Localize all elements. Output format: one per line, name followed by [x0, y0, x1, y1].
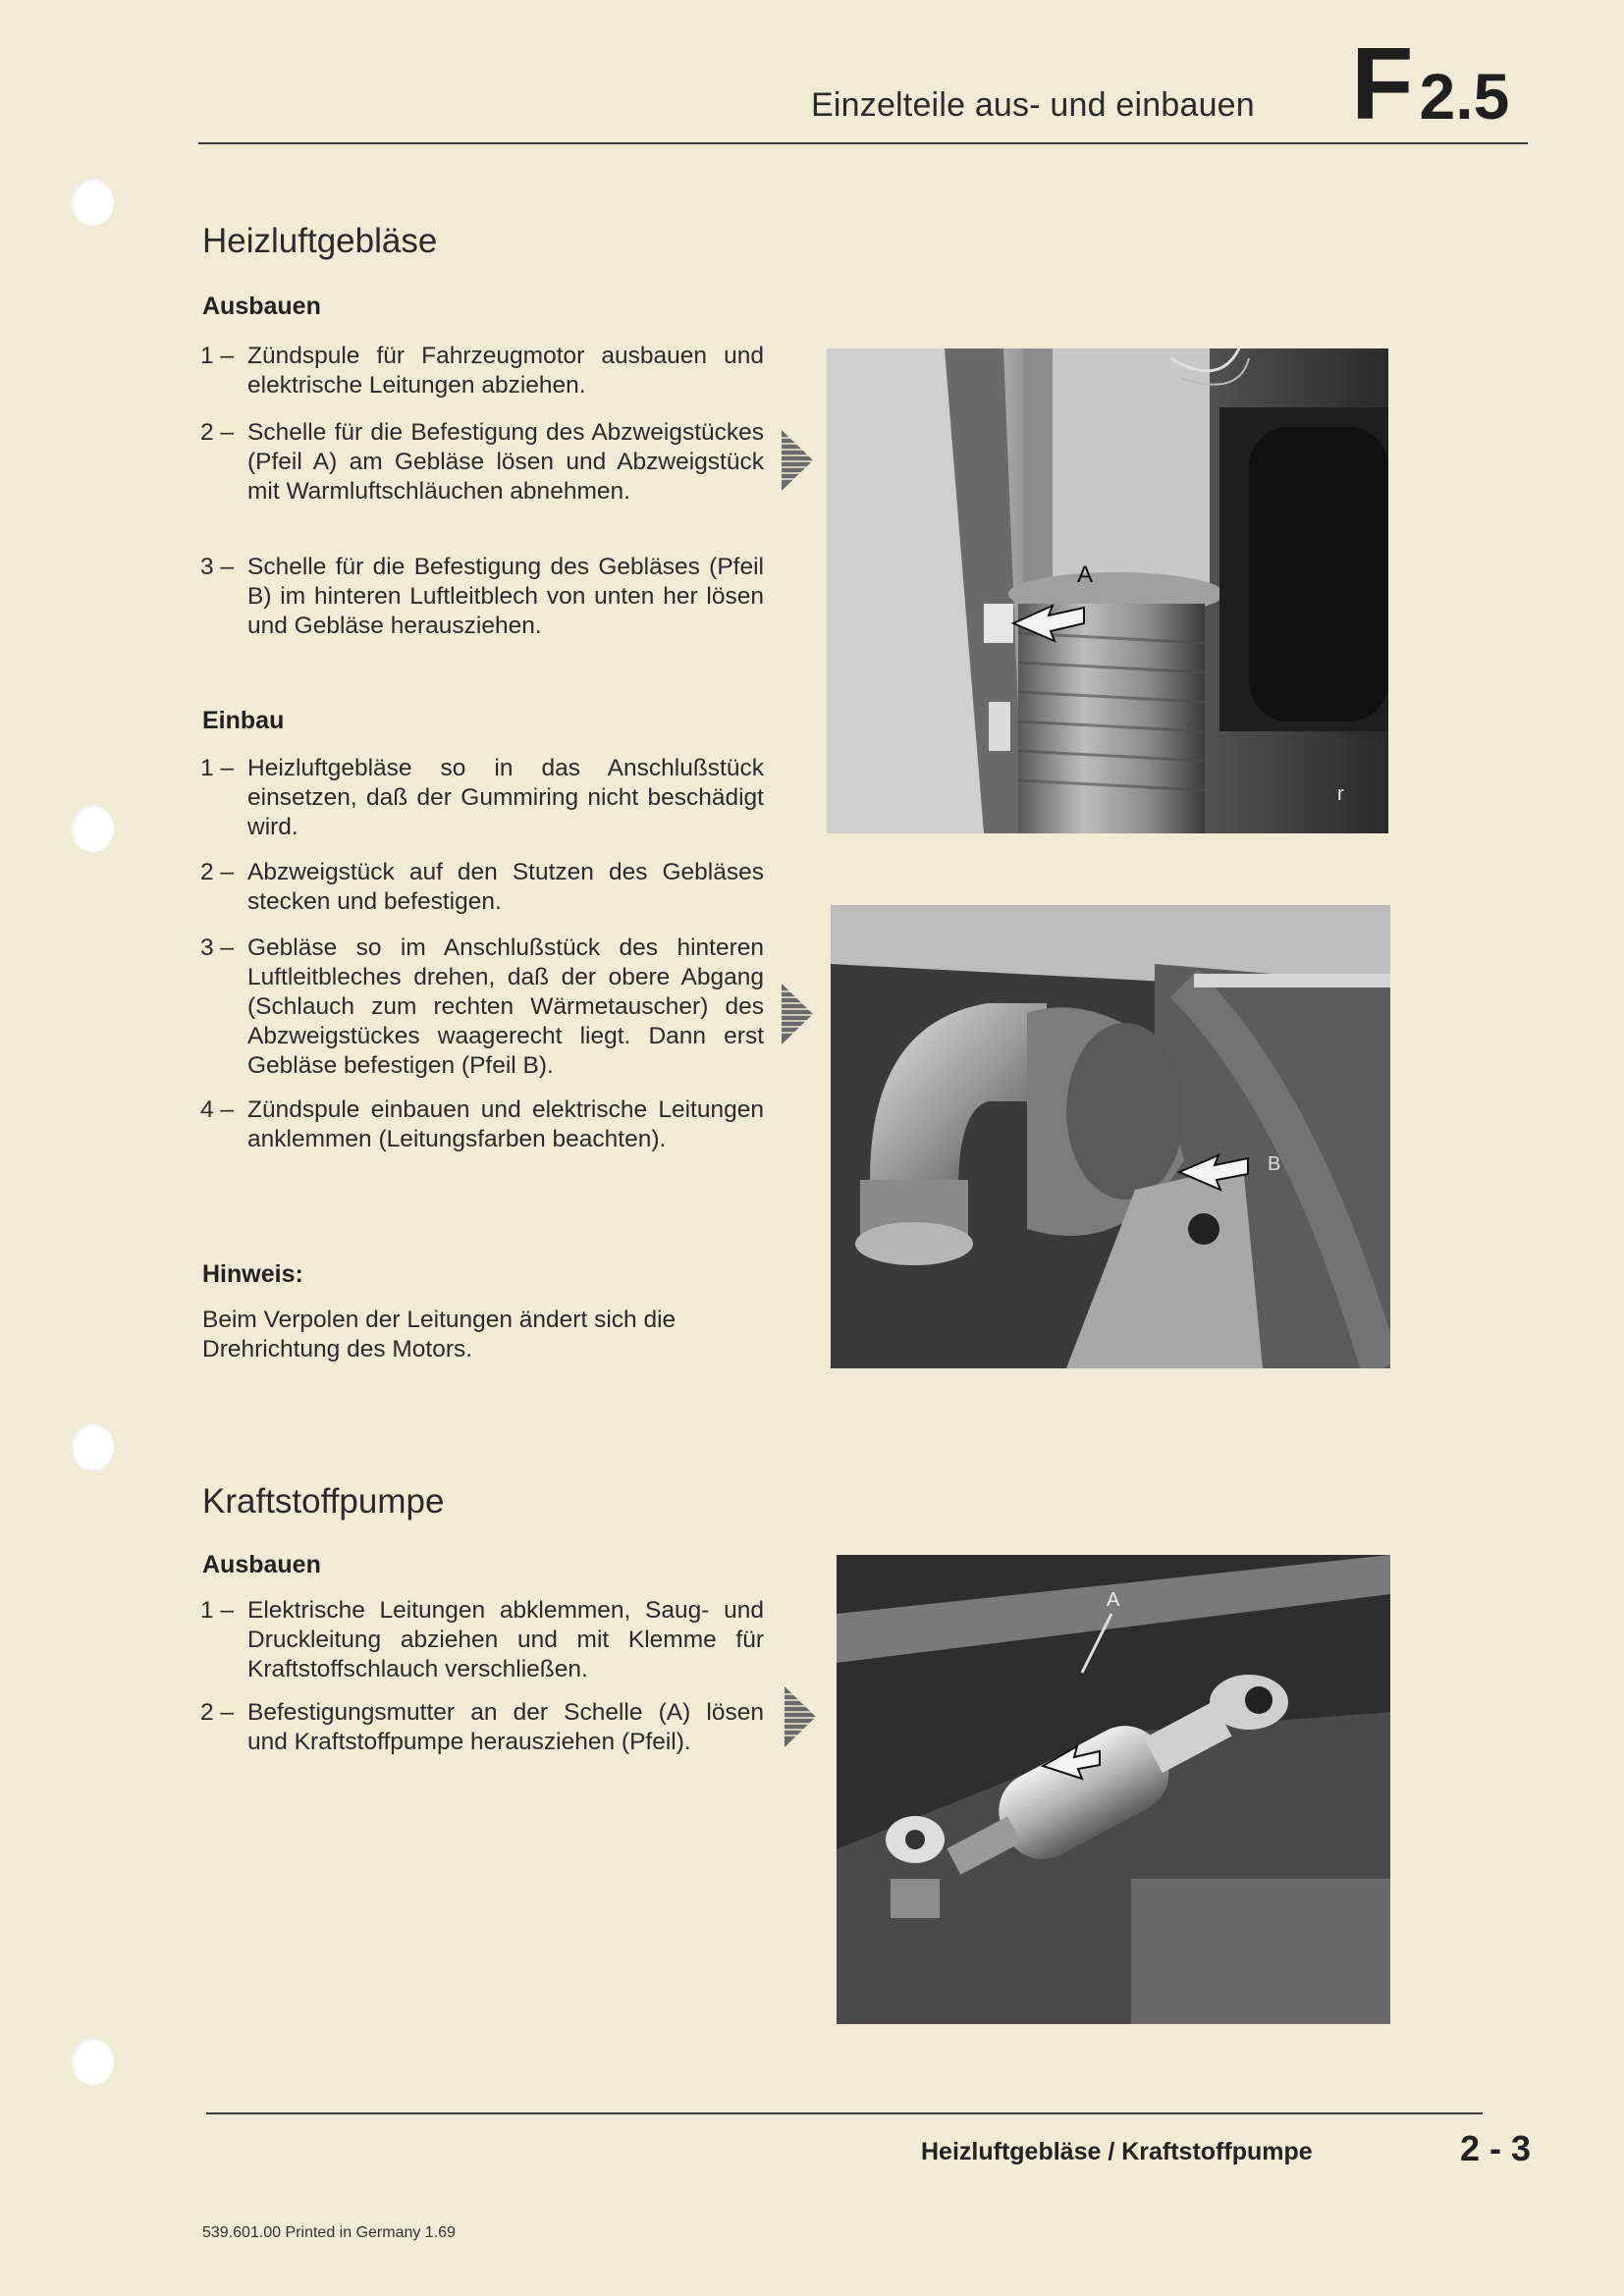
step-number: 2 – [200, 419, 235, 446]
pointer-arrow-icon [780, 982, 815, 1046]
removal-step [200, 1596, 764, 1684]
page-number: 2 - 3 [1460, 2128, 1532, 2168]
step-text: Gebläse so im Anschlußstück des hinteren Luftleitbleches drehen, daß der obere Abgang (Schlauch zum rechten Wärmetauscher) des Abzweigstückes waagerecht liegt. Dann erst Gebläse befestigen (Pfeil B). [247, 934, 764, 1079]
removal-heading: Ausbauen [202, 293, 321, 320]
step-number: 3 – [200, 554, 235, 580]
step-number: 2 – [200, 1699, 235, 1726]
photo-heater-blower-branch [827, 348, 1388, 833]
step-number: 2 – [200, 859, 235, 885]
section-title-kraftstoffpumpe: Kraftstoffpumpe [202, 1482, 445, 1521]
punch-hole [71, 2038, 114, 2085]
step-text: Zündspule einbauen und elektrische Leitungen anklemmen (Leitungsfarben beachten). [247, 1096, 764, 1152]
print-line: 539.601.00 Printed in Germany 1.69 [202, 2224, 456, 2241]
photo-blower-fastening [831, 905, 1390, 1368]
step-text: Befestigungsmutter an der Schelle (A) lösen und Kraftstoffpumpe herausziehen (Pfeil). [247, 1699, 764, 1755]
removal-step [200, 418, 764, 507]
footer-rule [206, 2112, 1483, 2114]
photo-label-a: A [1077, 561, 1094, 588]
step-text: Heizluftgebläse so in das Anschlußstück einsetzen, daß der Gummiring nicht beschädigt wird. [247, 755, 764, 840]
svg-text:r: r [1337, 783, 1344, 805]
photo-label-a: A [1107, 1589, 1120, 1611]
install-step [200, 1095, 764, 1154]
section-title-heizluftgeblaese: Heizluftgebläse [202, 222, 438, 260]
step-text: Schelle für die Befestigung des Abzweigstückes (Pfeil A) am Gebläse lösen und Abzweigstück mit Warmluftschläuchen abnehmen. [247, 419, 764, 505]
install-heading: Einbau [202, 707, 285, 734]
removal-step [200, 553, 764, 641]
photo-fuel-pump [837, 1555, 1390, 2024]
step-number: 4 – [200, 1096, 235, 1123]
step-text: Schelle für die Befestigung des Gebläses (Pfeil B) im hinteren Luftleitblech von unten her lösen und Gebläse herausziehen. [247, 554, 764, 639]
step-number: 3 – [200, 934, 235, 961]
section-code [1351, 27, 1510, 141]
punch-hole [71, 179, 114, 226]
removal-heading: Ausbauen [202, 1551, 321, 1578]
footer-title: Heizluftgebläse / Kraftstoffpumpe [921, 2138, 1313, 2165]
install-step [200, 754, 764, 842]
pointer-arrow-icon [783, 1684, 818, 1749]
photo-label-b: B [1268, 1153, 1281, 1175]
punch-hole [71, 805, 114, 852]
install-step [200, 934, 764, 1081]
step-number: 1 – [200, 343, 235, 369]
note-text: Beim Verpolen der Leitungen ändert sich die Drehrichtung des Motors. [202, 1307, 677, 1362]
step-number: 1 – [200, 1597, 235, 1624]
note-heading: Hinweis: [202, 1260, 303, 1288]
step-number: 1 – [200, 755, 235, 781]
header-rule [198, 142, 1528, 144]
removal-step [200, 1698, 764, 1757]
step-text: Zündspule für Fahrzeugmotor ausbauen und elektrische Leitungen abziehen. [247, 343, 764, 399]
section-code-letter: F [1351, 27, 1414, 141]
install-step [200, 858, 764, 917]
header-title: Einzelteile aus- und einbauen [811, 86, 1255, 124]
step-text: Elektrische Leitungen abklemmen, Saug- und Druckleitung abziehen und mit Klemme für Kraftstoffschlauch verschließen. [247, 1597, 764, 1682]
section-code-number: 2.5 [1419, 60, 1510, 133]
step-text: Abzweigstück auf den Stutzen des Gebläses stecken und befestigen. [247, 859, 764, 915]
punch-hole [71, 1423, 114, 1470]
pointer-arrow-icon [780, 428, 815, 493]
removal-step [200, 342, 764, 400]
